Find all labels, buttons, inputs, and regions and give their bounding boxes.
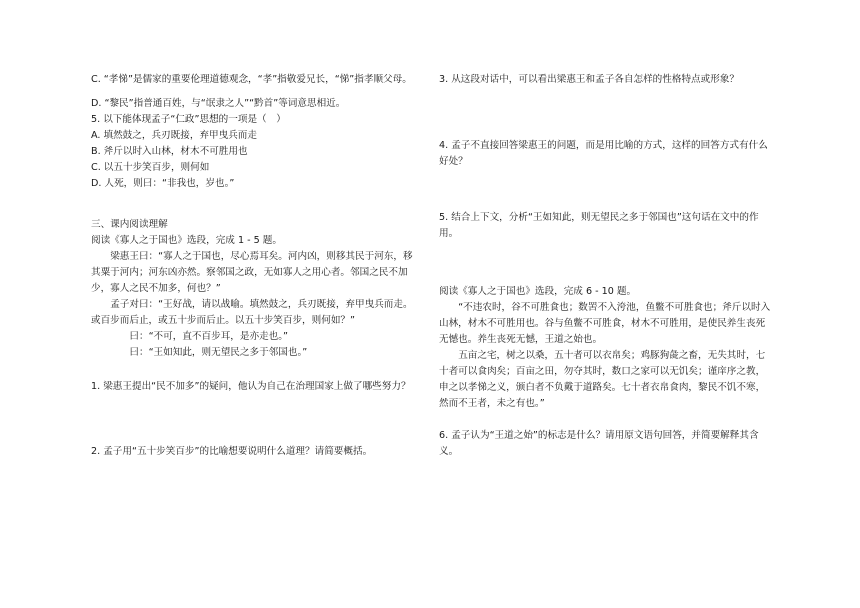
question-5-option-d: D. 人死，则曰：“非我也，岁也。” [91, 178, 235, 189]
question-2: 2. 孟子用“五十步笑百步”的比喻想要说明什么道理？请简要概括。 [91, 446, 373, 457]
question-5-left: 5. 以下能体现孟子“仁政”思想的一项是（ ） [91, 114, 286, 125]
passage-paragraph-a: “不违农时，谷不可胜食也；数罟不入洿池，鱼鳖不可胜食也；斧斤以时入山林，材木不可胜用也。谷与鱼鳖不可胜食，材木不可胜用，是使民养生丧死无憾也。养生丧死无憾，王道之始也。 [439, 302, 771, 345]
right-column [439, 72, 771, 460]
question-5-option-a: A. 填然鼓之，兵刃既接，弃甲曳兵而走 [91, 130, 257, 141]
question-4: 4. 孟子不直接回答梁惠王的问题，而是用比喻的方式，这样的回答方式有什么好处？ [439, 140, 768, 167]
section-heading: 三、课内阅读理解 [91, 219, 168, 230]
reading-intro-1: 阅读《寡人之于国也》选段，完成 1 - 5 题。 [91, 235, 282, 246]
passage-paragraph-3: 曰：“不可，直不百步耳，是亦走也。” [129, 331, 289, 342]
passage-paragraph-4: 曰：“王如知此，则无望民之多于邻国也。” [129, 347, 308, 358]
passage-paragraph-b: 五亩之宅，树之以桑，五十者可以衣帛矣；鸡豚狗彘之畜，无失其时，七十者可以食肉矣；百亩之田，勿夺其时，数口之家可以无饥矣；谨庠序之教，申之以孝悌之义，颁白者不负戴于道路矣。七十者衣帛食肉，黎民不饥不寒，然而不王者，未之有也。” [439, 350, 766, 409]
passage-paragraph-2: 孟子对曰：“王好战，请以战喻。填然鼓之，兵刃既接，弃甲曳兵而走。或百步而后止，或五十步而后止。以五十步笑百步，则何如？” [91, 299, 413, 326]
question-1: 1. 梁惠王提出“民不加多”的疑问，他认为自己在治理国家上做了哪些努力？ [91, 381, 411, 392]
passage-paragraph-1: 梁惠王曰：“寡人之于国也，尽心焉耳矣。河内凶，则移其民于河东，移其粟于河内；河东凶亦然。察邻国之政，无如寡人之用心者。邻国之民不加少，寡人之民不加多，何也？” [91, 251, 413, 294]
option-c: C. “孝悌”是儒家的重要伦理道德观念，“孝”指敬爱兄长，“悌”指孝顺父母。 [91, 74, 412, 85]
question-5-right: 5. 结合上下文，分析“王如知此，则无望民之多于邻国也”这句话在文中的作用。 [439, 212, 759, 239]
question-3: 3. 从这段对话中，可以看出梁惠王和孟子各自怎样的性格特点或形象？ [439, 74, 740, 85]
left-column [91, 72, 421, 460]
question-5-option-b: B. 斧斤以时入山林，材木不可胜用也 [91, 146, 248, 157]
reading-intro-2: 阅读《寡人之于国也》选段，完成 6 - 10 题。 [439, 286, 637, 297]
option-d: D. “黎民”指普通百姓，与“氓隶之人”“黔首”等词意思相近。 [91, 98, 346, 109]
question-6: 6. 孟子认为“王道之始”的标志是什么？请用原文语句回答，并简要解释其含义。 [439, 430, 759, 457]
question-5-option-c: C. 以五十步笑百步，则何如 [91, 162, 210, 173]
